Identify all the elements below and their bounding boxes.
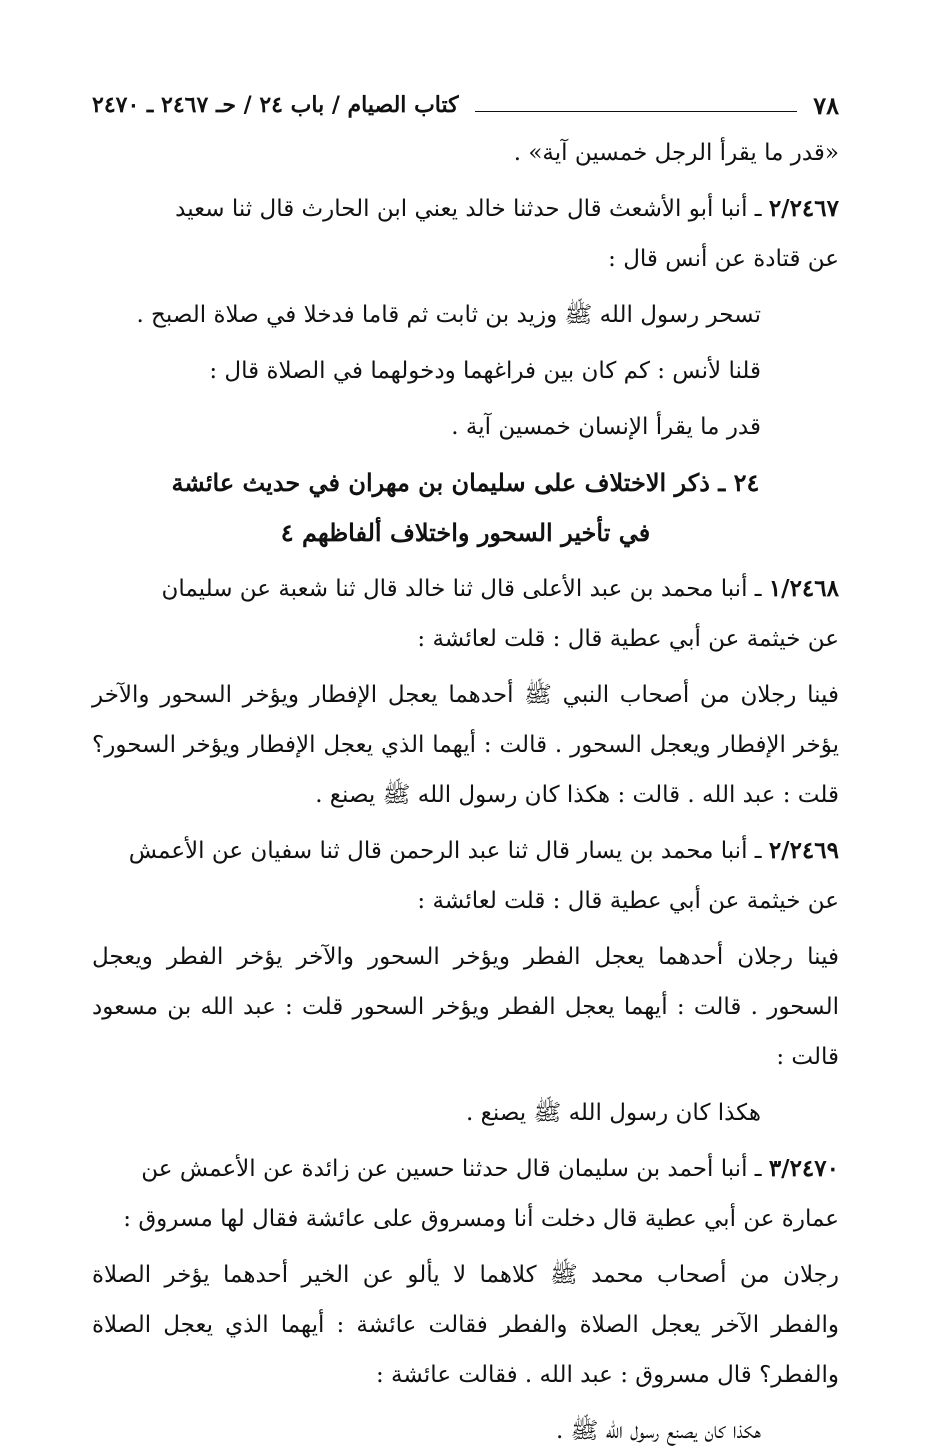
- header-rule: [475, 111, 798, 112]
- running-header: [92, 88, 839, 122]
- chapter-heading: [92, 458, 839, 558]
- hadith-2468-isnad: [92, 564, 839, 614]
- hadith-2467-isnad: [92, 184, 839, 234]
- chapter-heading-line-2: في تأخير السحور واختلاف ألفاظهم ٤: [280, 518, 651, 547]
- hadith-number: ١/٢٤٦٨: [768, 575, 839, 602]
- paragraph-b1: «قدر ما يقرأ الرجل خمسين آية» .: [513, 140, 839, 166]
- isnad-text: ـ أنبا محمد بن يسار قال ثنا عبد الرحمن قال ثنا سفيان عن الأعمش: [128, 838, 769, 864]
- hadith-2467-text-1: تسحر رسول الله ﷺ وزيد بن ثابت ثم قاما فدخلا في صلاة الصبح .: [136, 302, 761, 328]
- hadith-number: ٣/٢٤٧٠: [768, 1155, 839, 1182]
- hadith-2469-isnad: [92, 826, 839, 876]
- hadith-2469-isnad-cont: عن خيثمة عن أبي عطية قال : قلت لعائشة :: [417, 888, 839, 914]
- hadith-2468-isnad-cont: عن خيثمة عن أبي عطية قال : قلت لعائشة :: [417, 626, 839, 652]
- isnad-text: ـ أنبا محمد بن عبد الأعلى قال ثنا خالد قال ثنا شعبة عن سليمان: [161, 576, 769, 602]
- hadith-2467-text-2: قلنا لأنس : كم كان بين فراغهما ودخولهما في الصلاة قال :: [209, 358, 761, 384]
- hadith-2470-isnad-cont: عمارة عن أبي عطية قال دخلت أنا ومسروق على عائشة فقال لها مسروق :: [123, 1206, 839, 1232]
- hadith-2470-end: هكذا كان يصنع رسول الله ﷺ .: [555, 1418, 761, 1444]
- hadith-2467-isnad-cont: عن قتادة عن أنس قال :: [608, 246, 839, 272]
- hadith-number: ٢/٢٤٦٧: [768, 195, 839, 222]
- page-number: ٧٨: [813, 90, 839, 120]
- isnad-text: ـ أنبا أبو الأشعث قال حدثنا خالد يعني ابن الحارث قال ثنا سعيد: [175, 196, 769, 222]
- hadith-2470-isnad: [92, 1144, 839, 1194]
- running-title: كتاب الصيام / باب ٢٤ / حـ ٢٤٦٧ ـ ٢٤٧٠: [92, 92, 459, 118]
- hadith-number: ٢/٢٤٦٩: [768, 837, 839, 864]
- hadith-2469-text: فينا رجلان أحدهما يعجل الفطر ويؤخر السحور والآخر يؤخر الفطر ويعجل السحور . قالت : أيهما يعجل الفطر ويؤخر السحور قلت : عبد الله بن مسعود قالت :: [92, 944, 839, 1070]
- chapter-heading-line-1: ٢٤ ـ ذكر الاختلاف على سليمان بن مهران في حديث عائشة: [171, 468, 760, 497]
- isnad-text: ـ أنبا أحمد بن سليمان قال حدثنا حسين عن زائدة عن الأعمش عن: [141, 1156, 769, 1182]
- hadith-2469-end: هكذا كان رسول الله ﷺ يصنع .: [466, 1100, 761, 1126]
- hadith-2468-text: فينا رجلان من أصحاب النبي ﷺ أحدهما يعجل الإفطار ويؤخر السحور والآخر يؤخر الإفطار ويعجل السحور . قالت : أيهما الذي يعجل الإفطار ويؤخر السحور؟ قلت : عبد الله . قالت : هكذا كان رسول الله ﷺ يصنع .: [92, 682, 839, 808]
- hadith-2467-text-3: قدر ما يقرأ الإنسان خمسين آية .: [451, 414, 761, 440]
- hadith-2470-text: رجلان من أصحاب محمد ﷺ كلاهما لا يألو عن الخير أحدهما يؤخر الصلاة والفطر الآخر يعجل الصلاة والفطر فقالت عائشة : أيهما الذي يعجل الصلاة والفطر؟ قال مسروق : عبد الله . فقالت عائشة :: [92, 1262, 839, 1388]
